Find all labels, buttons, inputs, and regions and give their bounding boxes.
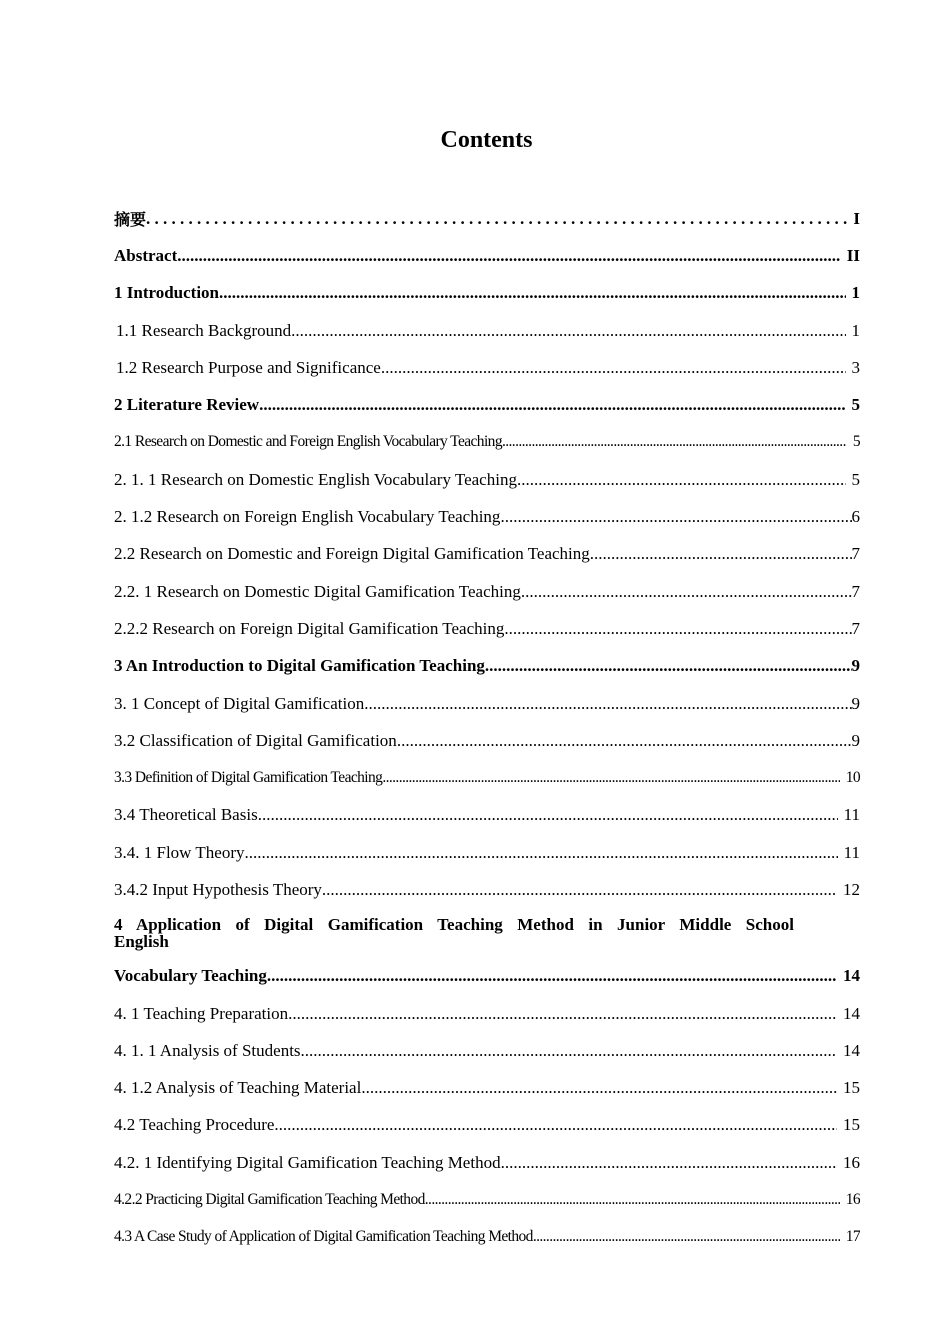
dot-leader [301,1041,837,1061]
dot-leader [322,880,837,900]
toc-entry-page: 6 [851,507,860,527]
toc-entry-2-2-1[interactable] [114,573,860,610]
dot-leader [177,246,841,266]
toc-entry-chapter-1[interactable] [114,275,860,312]
toc-entry-4-3[interactable] [114,1219,860,1256]
dot-leader [364,694,851,714]
toc-entry-label: 摘要 [114,210,147,230]
dot-leader [501,1153,837,1173]
toc-entry-4-1-2[interactable] [114,1070,860,1107]
toc-entry-page: 5 [852,433,860,451]
toc-entry-label: 2.2. 1 Research on Domestic Digital Gamification Teaching [114,581,521,601]
toc-entry-label: 2. 1. 1 Research on Domestic English Vocabulary Teaching [114,469,517,489]
toc-entry-page: 9 [851,693,860,713]
toc-entry-page: 5 [851,395,860,415]
toc-entry-page: 7 [851,581,860,601]
toc-entry-label: 2.1 Research on Domestic and Foreign English Vocabulary Teaching [114,433,502,451]
toc-entry-page: 12 [843,879,860,899]
toc-entry-page: 17 [845,1228,860,1246]
toc-entry-page: II [846,245,860,265]
toc-entry-label: 4.2.2 Practicing Digital Gamification Teaching Method [114,1191,425,1209]
toc-entry-label: 4.3 A Case Study of Application of Digital Gamification Teaching Method [114,1228,533,1246]
toc-entry-page: 9 [851,730,860,750]
toc-entry-label: 4.2 Teaching Procedure [114,1115,275,1135]
toc-entry-label: 2 Literature Review [114,395,260,415]
toc-entry-label: 1.1 Research Background [116,320,292,340]
toc-entry-2-2[interactable] [114,536,860,573]
dot-leader [381,358,846,378]
toc-entry-label: 4. 1. 1 Analysis of Students [114,1040,301,1060]
dot-leader [288,1004,837,1024]
toc-entry-page: 15 [843,1078,860,1098]
toc-entry-page: 15 [843,1115,860,1135]
toc-entry-4-2-2[interactable] [114,1181,860,1218]
toc-entry-3-4-2[interactable] [114,871,860,908]
toc-entry-1-1[interactable] [114,312,860,349]
dot-leader [245,843,838,863]
toc-entry-page: 9 [851,656,860,676]
toc-entry-4-1[interactable] [114,995,860,1032]
toc-entry-label: 4. 1.2 Analysis of Teaching Material [114,1078,362,1098]
toc-entry-page: 3 [851,357,860,377]
dot-leader [533,1228,840,1246]
toc-entry-label: 1.2 Research Purpose and Significance [116,357,381,377]
toc-entry-page: I [853,208,860,228]
toc-entry-label: 1 Introduction [114,283,220,303]
toc-entry-label: Vocabulary Teaching [114,966,267,986]
dot-leader [259,395,845,415]
dot-leader [267,966,837,986]
dot-leader [517,470,846,490]
dot-leader [219,283,845,303]
page-title: Contents [440,127,533,153]
toc-entry-3-2[interactable] [114,722,860,759]
toc-entry-label: 3.2 Classification of Digital Gamification [114,730,397,750]
toc-entry-label: 4 Application of Digital Gamification Teaching Method in Junior Middle School English [114,914,794,951]
dot-leader [502,433,847,451]
toc-entry-page: 10 [845,769,860,787]
toc-entry-3-1[interactable] [114,685,860,722]
toc-entry-label: 3. 1 Concept of Digital Gamification [114,693,365,713]
toc-entry-chapter-4[interactable] [114,909,794,958]
toc-entry-page: 11 [843,842,860,862]
table-of-contents [114,200,860,1256]
dot-leader [291,321,845,341]
toc-entry-abstract-chinese[interactable] [114,200,860,237]
toc-entry-label: 2.2.2 Research on Foreign Digital Gamification Teaching [114,618,505,638]
toc-entry-label: 2. 1.2 Research on Foreign English Vocabulary Teaching [114,507,501,527]
dot-leader [504,619,851,639]
toc-entry-label: Abstract [114,245,178,265]
toc-entry-page: 7 [851,618,860,638]
toc-entry-page: 16 [845,1191,860,1209]
toc-entry-3-3[interactable] [114,759,860,796]
toc-entry-label: 4.2. 1 Identifying Digital Gamification Teaching Method [114,1152,501,1172]
toc-entry-chapter-2[interactable] [114,386,860,423]
toc-entry-4-2-1[interactable] [114,1144,860,1181]
dot-leader [258,805,838,825]
toc-entry-4-2[interactable] [114,1107,860,1144]
toc-entry-page: 7 [851,544,860,564]
toc-entry-2-2-2[interactable] [114,610,860,647]
dot-leader [485,656,852,676]
toc-entry-page: 1 [851,320,860,340]
dot-leader [397,731,852,751]
toc-entry-page: 14 [843,1040,860,1060]
toc-entry-3-4[interactable] [114,797,860,834]
toc-entry-1-2[interactable] [114,349,860,386]
dot-leader [146,209,847,229]
toc-entry-chapter-4-continued[interactable] [114,958,860,995]
toc-entry-4-1-1[interactable] [114,1032,860,1069]
toc-entry-page: 14 [843,1003,860,1023]
toc-entry-page: 16 [843,1152,860,1172]
toc-entry-2-1-1[interactable] [114,461,860,498]
dot-leader [382,769,839,787]
dot-leader [425,1191,840,1209]
dot-leader [361,1078,837,1098]
toc-entry-page: 1 [851,283,860,303]
dot-leader [590,544,852,564]
toc-entry-2-1[interactable] [114,424,860,461]
toc-entry-label: 3.4. 1 Flow Theory [114,842,245,862]
dot-leader [500,507,851,527]
toc-entry-label: 3.3 Definition of Digital Gamification Teaching [114,769,383,787]
toc-entry-page: 14 [843,966,860,986]
toc-entry-2-1-2[interactable] [114,498,860,535]
toc-entry-label: 3.4.2 Input Hypothesis Theory [114,879,322,899]
toc-entry-abstract[interactable] [114,237,860,274]
toc-entry-label: 2.2 Research on Domestic and Foreign Digital Gamification Teaching [114,544,590,564]
toc-entry-label: 3.4 Theoretical Basis [114,805,258,825]
toc-entry-page: 5 [851,469,860,489]
toc-entry-chapter-3[interactable] [114,648,860,685]
dot-leader [521,582,852,602]
toc-entry-label: 3 An Introduction to Digital Gamification Teaching [114,656,485,676]
dot-leader [274,1115,837,1135]
toc-entry-page: 11 [843,805,860,825]
toc-entry-3-4-1[interactable] [114,834,860,871]
toc-entry-label: 4. 1 Teaching Preparation [114,1003,289,1023]
